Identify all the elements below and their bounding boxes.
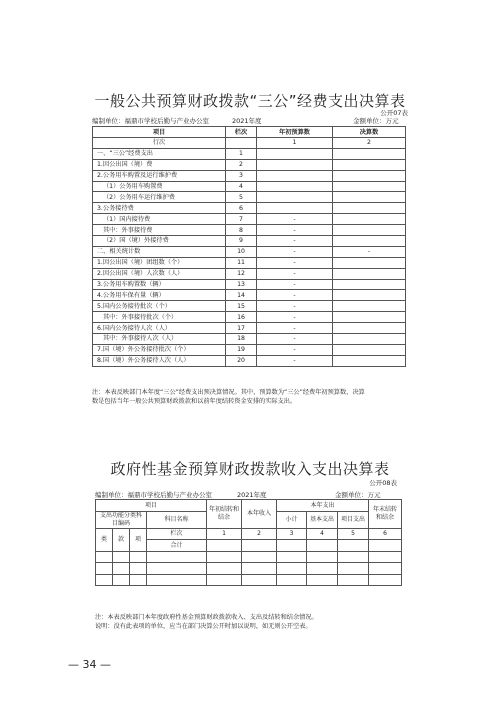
row-budget	[257, 159, 333, 170]
row-item: 3.公务用车购置数（辆）	[93, 279, 226, 290]
row-budget: -	[257, 246, 333, 257]
row-item: 其中：外事接待人次（人）	[93, 334, 226, 345]
table1-year: 2021年度	[232, 117, 262, 125]
t2-h-project-exp: 项目支出	[338, 511, 369, 528]
row-col: 5	[226, 192, 257, 203]
page-number: — 34 —	[68, 658, 111, 671]
row-actual	[333, 323, 406, 334]
table1-money-unit: 金额单位：万元	[353, 117, 399, 125]
t2-h-end: 年末结转和结余	[369, 500, 402, 529]
table1-row	[93, 181, 406, 192]
row-item: 其中：外事接待费	[93, 225, 226, 236]
row-budget: -	[257, 214, 333, 225]
row-item: 1.因公出国（境）费	[93, 159, 226, 170]
t2-cell	[242, 540, 277, 552]
t2-col-2: 2	[242, 528, 277, 540]
row-item: 5.国内公务接待批次（个）	[93, 301, 226, 312]
row-item: 一、“三公”经费支出	[93, 148, 226, 159]
row-col: 10	[226, 246, 257, 257]
table2-title: 政府性基金预算财政拨款收入支出决算表	[110, 460, 390, 478]
t2-cell	[307, 551, 338, 563]
row-actual	[333, 312, 406, 323]
index-label: 行次	[93, 138, 226, 149]
row-actual	[333, 159, 406, 170]
row-budget: -	[257, 236, 333, 247]
row-budget: -	[257, 225, 333, 236]
table1	[92, 126, 406, 367]
index-budget: 1	[257, 138, 333, 149]
table1-body	[93, 148, 406, 366]
table1-unit: 编制单位：福鼎市学校后勤与产业办公室	[92, 117, 209, 125]
t2-cell	[277, 574, 307, 586]
t2-cell	[207, 574, 242, 586]
table1-note-line: 数是包括当年一般公共预算财政拨款和以前年度结转资金安排的实际支出。	[92, 397, 297, 405]
row-actual	[333, 225, 406, 236]
header-col: 栏次	[226, 127, 257, 138]
t2-col-6: 6	[369, 528, 402, 540]
row-actual	[333, 301, 406, 312]
header-actual: 决算数	[333, 127, 406, 138]
table2	[95, 499, 402, 586]
row-col: 20	[226, 355, 257, 366]
t2-cell	[113, 563, 130, 575]
t2-cell	[369, 574, 402, 586]
row-col: 13	[226, 279, 257, 290]
table1-row	[93, 344, 406, 355]
row-budget: -	[257, 344, 333, 355]
t2-cell	[338, 563, 369, 575]
t2-cell	[147, 563, 207, 575]
row-actual	[333, 170, 406, 181]
row-actual: -	[333, 246, 406, 257]
t2-h-subtotal: 小计	[277, 511, 307, 528]
t2-cell	[130, 563, 147, 575]
row-budget	[257, 181, 333, 192]
table1-row	[93, 246, 406, 257]
row-col: 15	[226, 301, 257, 312]
row-col: 9	[226, 236, 257, 247]
t2-cell	[369, 540, 402, 552]
table2-note-line: 注：本表反映部门本年度政府性基金预算财政拨款收入、支出及结转和结余情况。	[95, 614, 318, 621]
row-col: 2	[226, 159, 257, 170]
index-col	[226, 138, 257, 149]
t2-total: 合计	[147, 540, 207, 552]
row-actual	[333, 203, 406, 214]
row-actual	[333, 236, 406, 247]
t2-cell	[207, 551, 242, 563]
table1-index-row	[93, 138, 406, 149]
t2-cell	[147, 551, 207, 563]
row-budget	[257, 148, 333, 159]
header-item: 项目	[93, 127, 226, 138]
table1-notes	[92, 389, 412, 406]
table1-row	[93, 148, 406, 159]
row-col: 18	[226, 334, 257, 345]
row-item: （1）公务用车购置费	[93, 181, 226, 192]
row-col: 1	[226, 148, 257, 159]
t2-cell	[277, 551, 307, 563]
row-col: 17	[226, 323, 257, 334]
table1-row	[93, 192, 406, 203]
t2-cell	[147, 574, 207, 586]
row-budget: -	[257, 355, 333, 366]
t2-col-4: 4	[307, 528, 338, 540]
row-item: 7.国（境）外公务接待批次（个）	[93, 344, 226, 355]
row-budget	[257, 192, 333, 203]
t2-col-5: 5	[338, 528, 369, 540]
row-col: 14	[226, 290, 257, 301]
table1-row	[93, 268, 406, 279]
row-col: 4	[226, 181, 257, 192]
table2-unit: 编制单位：福鼎市学校后勤与产业办公室	[95, 491, 212, 499]
t2-cell	[130, 574, 147, 586]
t2-cell	[242, 563, 277, 575]
t2-cell	[113, 574, 130, 586]
t2-h-income: 本年收入	[242, 500, 277, 529]
t2-h-kuan: 款	[113, 528, 130, 551]
table1-note-line: 注：本表反映部门本年度“三公”经费支出预决算情况。其中，预算数为“三公”经费年初预算数，决算	[92, 389, 365, 396]
t2-col-3: 3	[277, 528, 307, 540]
t2-h-item: 项	[130, 528, 147, 551]
t2-cell	[207, 563, 242, 575]
table2-money-unit: 金额单位：万元	[335, 491, 381, 499]
row-item: 1.因公出国（境）团组数（个）	[93, 257, 226, 268]
table2-note-line: 说明：没有此表项的单位，应当在部门决算公开时加以说明，如无则公开空表。	[95, 622, 312, 630]
row-item: 2.公务用车购置及运行维护费	[93, 170, 226, 181]
table2-code: 公开08表	[369, 479, 397, 487]
t2-h-income-begin: 年初结转和结余	[207, 500, 242, 529]
table1-row	[93, 290, 406, 301]
t2-h-basic: 基本支出	[307, 511, 338, 528]
row-item: 其中：外事接待批次（个）	[93, 312, 226, 323]
row-budget: -	[257, 301, 333, 312]
row-actual	[333, 214, 406, 225]
row-actual	[333, 257, 406, 268]
t2-cell	[338, 574, 369, 586]
row-actual	[333, 148, 406, 159]
table1-title: 一般公共预算财政拨款“三公”经费支出决算表	[94, 92, 406, 110]
t2-h-name: 科目名称	[147, 511, 207, 528]
row-actual	[333, 279, 406, 290]
row-col: 8	[226, 225, 257, 236]
row-item: （1）国内接待费	[93, 214, 226, 225]
row-col: 16	[226, 312, 257, 323]
t2-cell	[307, 563, 338, 575]
t2-h-col: 栏次	[147, 528, 207, 540]
table2-year: 2021年度	[237, 491, 267, 499]
t2-cell	[96, 574, 113, 586]
row-item: 8.国（境）外公务接待人次（人）	[93, 355, 226, 366]
row-col: 6	[226, 203, 257, 214]
table1-row	[93, 323, 406, 334]
t2-cell	[242, 551, 277, 563]
t2-cell	[338, 551, 369, 563]
row-budget: -	[257, 257, 333, 268]
t2-cell	[96, 563, 113, 575]
row-item: 二、相关统计数	[93, 246, 226, 257]
t2-cell	[130, 551, 147, 563]
table1-row	[93, 279, 406, 290]
table1-row	[93, 334, 406, 345]
t2-cell	[96, 551, 113, 563]
t2-h-expense: 本年支出	[277, 500, 369, 512]
t2-cell	[369, 563, 402, 575]
row-budget: -	[257, 279, 333, 290]
row-actual	[333, 268, 406, 279]
row-budget: -	[257, 290, 333, 301]
row-actual	[333, 181, 406, 192]
row-actual	[333, 192, 406, 203]
t2-cell	[369, 551, 402, 563]
index-actual: 2	[333, 138, 406, 149]
row-actual	[333, 355, 406, 366]
row-budget: -	[257, 268, 333, 279]
table1-row	[93, 257, 406, 268]
row-actual	[333, 334, 406, 345]
t2-cell	[113, 551, 130, 563]
table1-row	[93, 225, 406, 236]
table1-row	[93, 355, 406, 366]
table1-row	[93, 159, 406, 170]
table1-header-row	[93, 127, 406, 138]
t2-h-func-code: 支出功能分类科目编码	[96, 511, 147, 528]
t2-cell	[277, 540, 307, 552]
row-col: 12	[226, 268, 257, 279]
table1-code: 公开07表	[380, 109, 408, 117]
row-actual	[333, 344, 406, 355]
row-item: 6.国内公务接待人次（人）	[93, 323, 226, 334]
row-item: 4.公务用车保有量（辆）	[93, 290, 226, 301]
t2-cell	[242, 574, 277, 586]
row-item: 2.因公出国（境）人次数（人）	[93, 268, 226, 279]
t2-h-class: 类	[96, 528, 113, 551]
t2-h-project: 项目	[96, 500, 207, 512]
table1-row	[93, 203, 406, 214]
row-budget: -	[257, 323, 333, 334]
row-budget	[257, 203, 333, 214]
row-budget	[257, 170, 333, 181]
row-col: 3	[226, 170, 257, 181]
table1-row	[93, 170, 406, 181]
row-item: 3.公务接待费	[93, 203, 226, 214]
row-budget: -	[257, 312, 333, 323]
t2-cell	[307, 540, 338, 552]
t2-cell	[277, 563, 307, 575]
table1-row	[93, 236, 406, 247]
table1-row	[93, 312, 406, 323]
table1-row	[93, 301, 406, 312]
row-col: 11	[226, 257, 257, 268]
row-item: （2）国（境）外接待费	[93, 236, 226, 247]
row-item: （2）公务用车运行维护费	[93, 192, 226, 203]
row-budget: -	[257, 334, 333, 345]
t2-cell	[307, 574, 338, 586]
header-budget: 年初预算数	[257, 127, 333, 138]
table2-notes	[95, 614, 415, 631]
t2-col-1: 1	[207, 528, 242, 540]
t2-cell	[207, 540, 242, 552]
row-col: 7	[226, 214, 257, 225]
t2-cell	[338, 540, 369, 552]
row-col: 19	[226, 344, 257, 355]
row-actual	[333, 290, 406, 301]
table1-row	[93, 214, 406, 225]
